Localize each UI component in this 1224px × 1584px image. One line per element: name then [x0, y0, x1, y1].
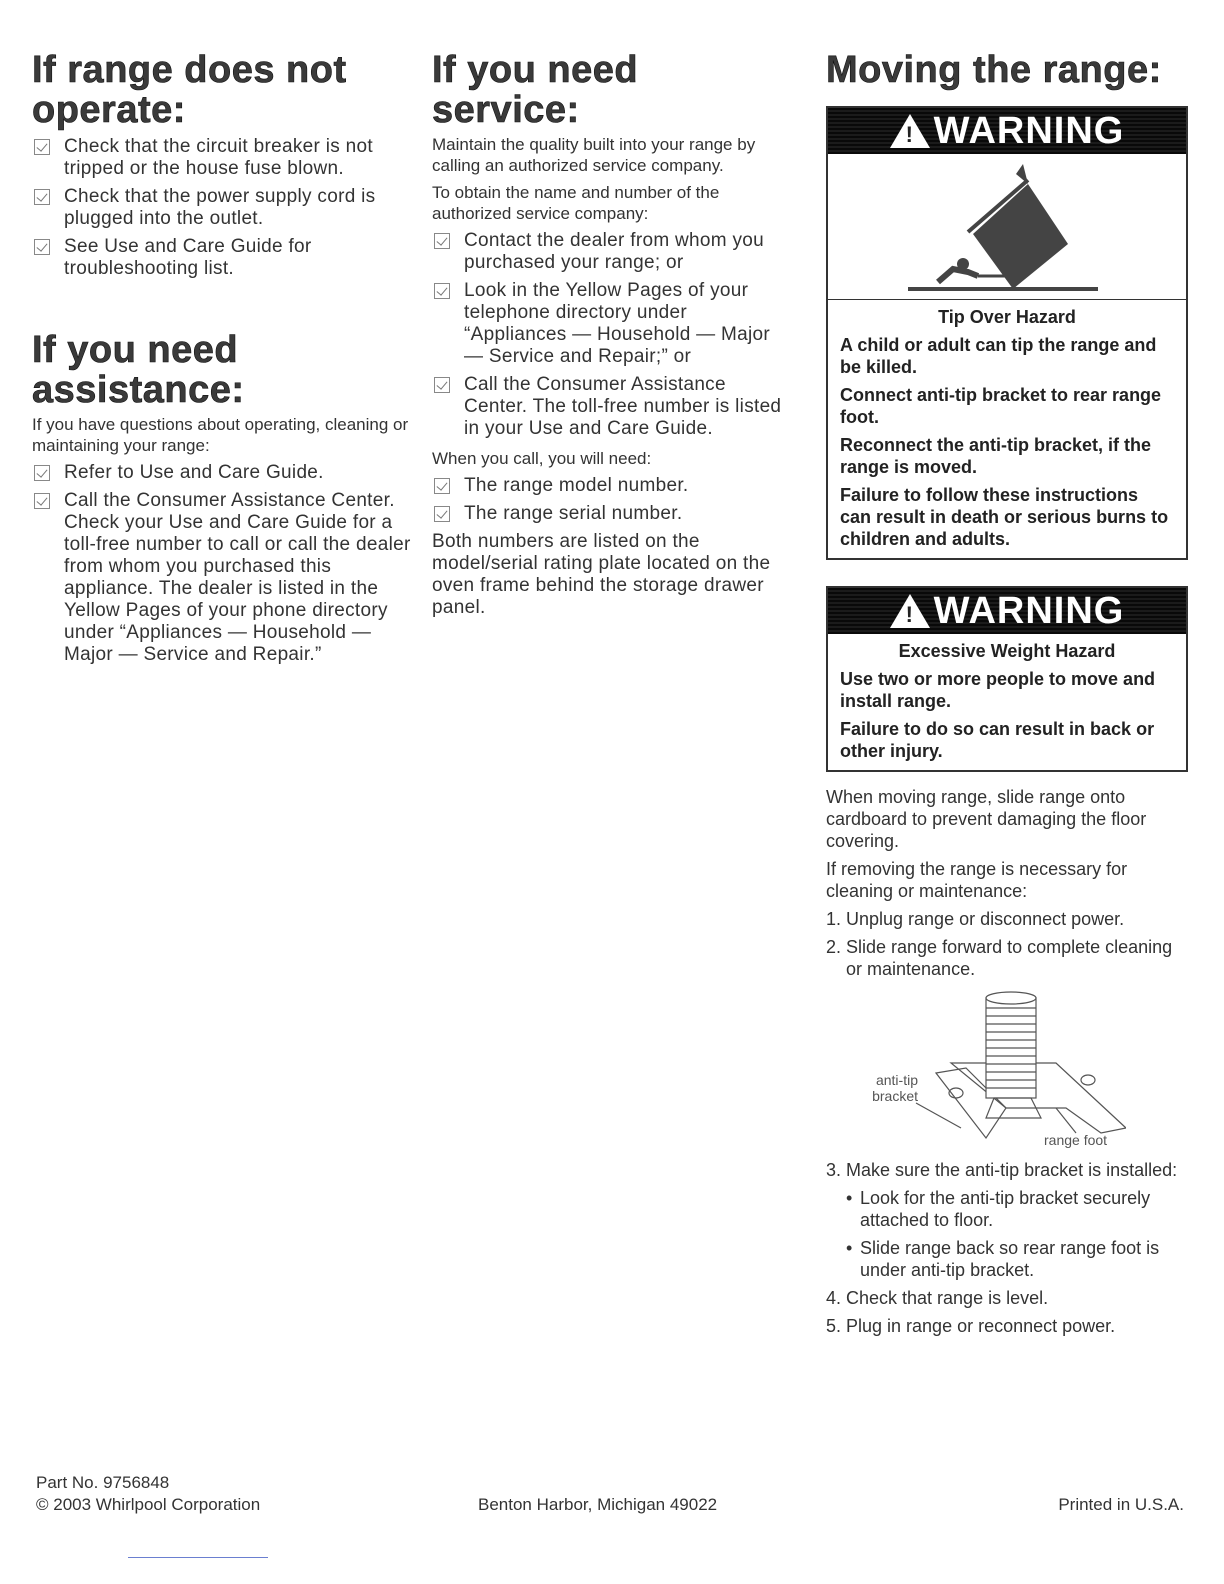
service-obtain: To obtain the name and number of the authorized service company:: [432, 183, 720, 223]
part-number: Part No. 9756848: [36, 1473, 170, 1492]
list-item: [432, 230, 792, 274]
tip-over-pictogram-icon: [828, 154, 1186, 294]
figure-label-bracket: anti-tip bracket: [872, 1072, 918, 1104]
step-text: Make sure the anti-tip bracket is installed:: [846, 1160, 1178, 1180]
bullet-text: Look for the anti-tip bracket securely attached to floor.: [860, 1188, 1151, 1230]
anti-tip-bracket-figure: [826, 988, 1188, 1153]
warning-line: Reconnect the anti-tip bracket, if the range is moved.: [840, 435, 1152, 477]
warning-line: Failure to do so can result in back or other injury.: [840, 719, 1155, 761]
list-item: [32, 490, 417, 666]
assistance-intro: If you have questions about operating, cleaning or maintaining your range:: [32, 415, 409, 455]
footer-printed: Printed in U.S.A.: [1058, 1495, 1184, 1514]
heading-assistance: If you need assistance:: [32, 329, 245, 411]
figure-label-foot: range foot: [1044, 1132, 1108, 1148]
bullet-text: Slide range back so rear range foot is under anti-tip bracket.: [860, 1238, 1160, 1280]
step-text: Plug in range or reconnect power.: [846, 1316, 1116, 1336]
item-text: Check that the power supply cord is plugged into the outlet.: [64, 186, 376, 229]
heading-service: If you need service:: [432, 49, 639, 131]
step-4: [826, 1287, 1188, 1309]
warning-banner: [828, 108, 1186, 154]
footer-city: Benton Harbor, Michigan 49022: [478, 1495, 718, 1514]
checklist-not-operate: [32, 136, 417, 280]
warning-title: Excessive Weight Hazard: [898, 641, 1116, 661]
warning-tip-over: [826, 106, 1188, 560]
warning-label: WARNING: [933, 109, 1125, 152]
checkbox-icon: [434, 233, 450, 249]
step-text: Slide range forward to complete cleaning or maintenance.: [846, 937, 1173, 979]
copyright: © 2003 Whirlpool Corporation: [36, 1495, 261, 1514]
column-moving: [826, 50, 1188, 1337]
step-number: 2.: [826, 937, 842, 957]
bullet-item: [826, 1187, 1188, 1231]
warning-line: A child or adult can tip the range and be killed.: [840, 335, 1157, 377]
warning-title: Tip Over Hazard: [938, 307, 1076, 327]
removing-paragraph: If removing the range is necessary for cleaning or maintenance:: [826, 859, 1128, 901]
checkbox-icon: [34, 189, 50, 205]
list-item: [432, 503, 792, 525]
checkbox-icon: [34, 465, 50, 481]
heading-moving: Moving the range:: [826, 49, 1162, 91]
moving-paragraph: When moving range, slide range onto cardboard to prevent damaging the floor covering.: [826, 787, 1147, 851]
bracket-illustration-icon: [826, 988, 1126, 1153]
list-item: [432, 280, 792, 368]
step-1: [826, 908, 1188, 930]
item-text: Check that the circuit breaker is not tripped or the house fuse blown.: [64, 136, 373, 179]
step-number: 4.: [826, 1288, 842, 1308]
service-need: When you call, you will need:: [432, 449, 652, 468]
item-text: The range model number.: [464, 475, 689, 496]
warning-banner: [828, 588, 1186, 634]
heading-not-operate: If range does not operate:: [32, 49, 347, 131]
checkbox-icon: [434, 506, 450, 522]
item-text: See Use and Care Guide for troubleshooting list.: [64, 236, 312, 279]
step-3: [826, 1159, 1188, 1181]
checkbox-icon: [434, 283, 450, 299]
warning-label: WARNING: [933, 589, 1125, 632]
bullet-item: [826, 1237, 1188, 1281]
list-item: [32, 186, 417, 230]
divider-line: [128, 1557, 268, 1558]
warning-text: [828, 299, 1186, 558]
bullet-icon: •: [846, 1238, 853, 1258]
warning-text: [828, 634, 1186, 770]
item-text: Call the Consumer Assistance Center. Check your Use and Care Guide for a toll-free number to call or call the dealer from whom you purchased this appliance. The dealer is listed in the Yellow Pages of your phone directory under “Appliances — Household — Major — Service and Repair.”: [64, 490, 411, 665]
item-text: Refer to Use and Care Guide.: [64, 462, 324, 483]
checkbox-icon: [34, 139, 50, 155]
step-text: Unplug range or disconnect power.: [846, 909, 1125, 929]
warning-triangle-icon: !: [890, 594, 930, 628]
checkbox-icon: [434, 478, 450, 494]
list-item: [32, 236, 417, 280]
step-number: 1.: [826, 909, 842, 929]
warning-line: Connect anti-tip bracket to rear range foot.: [840, 385, 1162, 427]
warning-line: Use two or more people to move and install range.: [840, 669, 1156, 711]
list-item: [432, 374, 792, 440]
list-item: [432, 475, 792, 497]
step-number: 5.: [826, 1316, 842, 1336]
column-not-operate-assistance: [32, 50, 417, 666]
item-text: Call the Consumer Assistance Center. The toll-free number is listed in your Use and Care Guide.: [464, 374, 782, 439]
footer-left: [36, 1472, 260, 1516]
list-item: [32, 136, 417, 180]
column-service: [432, 50, 792, 619]
list-item: [32, 462, 417, 484]
item-text: Look in the Yellow Pages of your telephone directory under “Appliances — Household — Major — Service and Repair;” or: [464, 280, 771, 367]
step-text: Check that range is level.: [846, 1288, 1049, 1308]
step-2: [826, 936, 1188, 980]
step-number: 3.: [826, 1160, 842, 1180]
warning-triangle-icon: !: [890, 114, 930, 148]
warning-weight: [826, 586, 1188, 772]
checkbox-icon: [34, 493, 50, 509]
checkbox-icon: [34, 239, 50, 255]
warning-line: Failure to follow these instructions can result in death or serious burns to children and adults.: [840, 485, 1169, 549]
item-text: Contact the dealer from whom you purchased your range; or: [464, 230, 765, 273]
bullet-icon: •: [846, 1188, 853, 1208]
item-text: The range serial number.: [464, 503, 683, 524]
service-intro: Maintain the quality built into your range by calling an authorized service company.: [432, 135, 756, 175]
service-closing: Both numbers are listed on the model/serial rating plate located on the oven frame behind the storage drawer panel.: [432, 531, 771, 618]
checkbox-icon: [434, 377, 450, 393]
step-5: [826, 1315, 1188, 1337]
